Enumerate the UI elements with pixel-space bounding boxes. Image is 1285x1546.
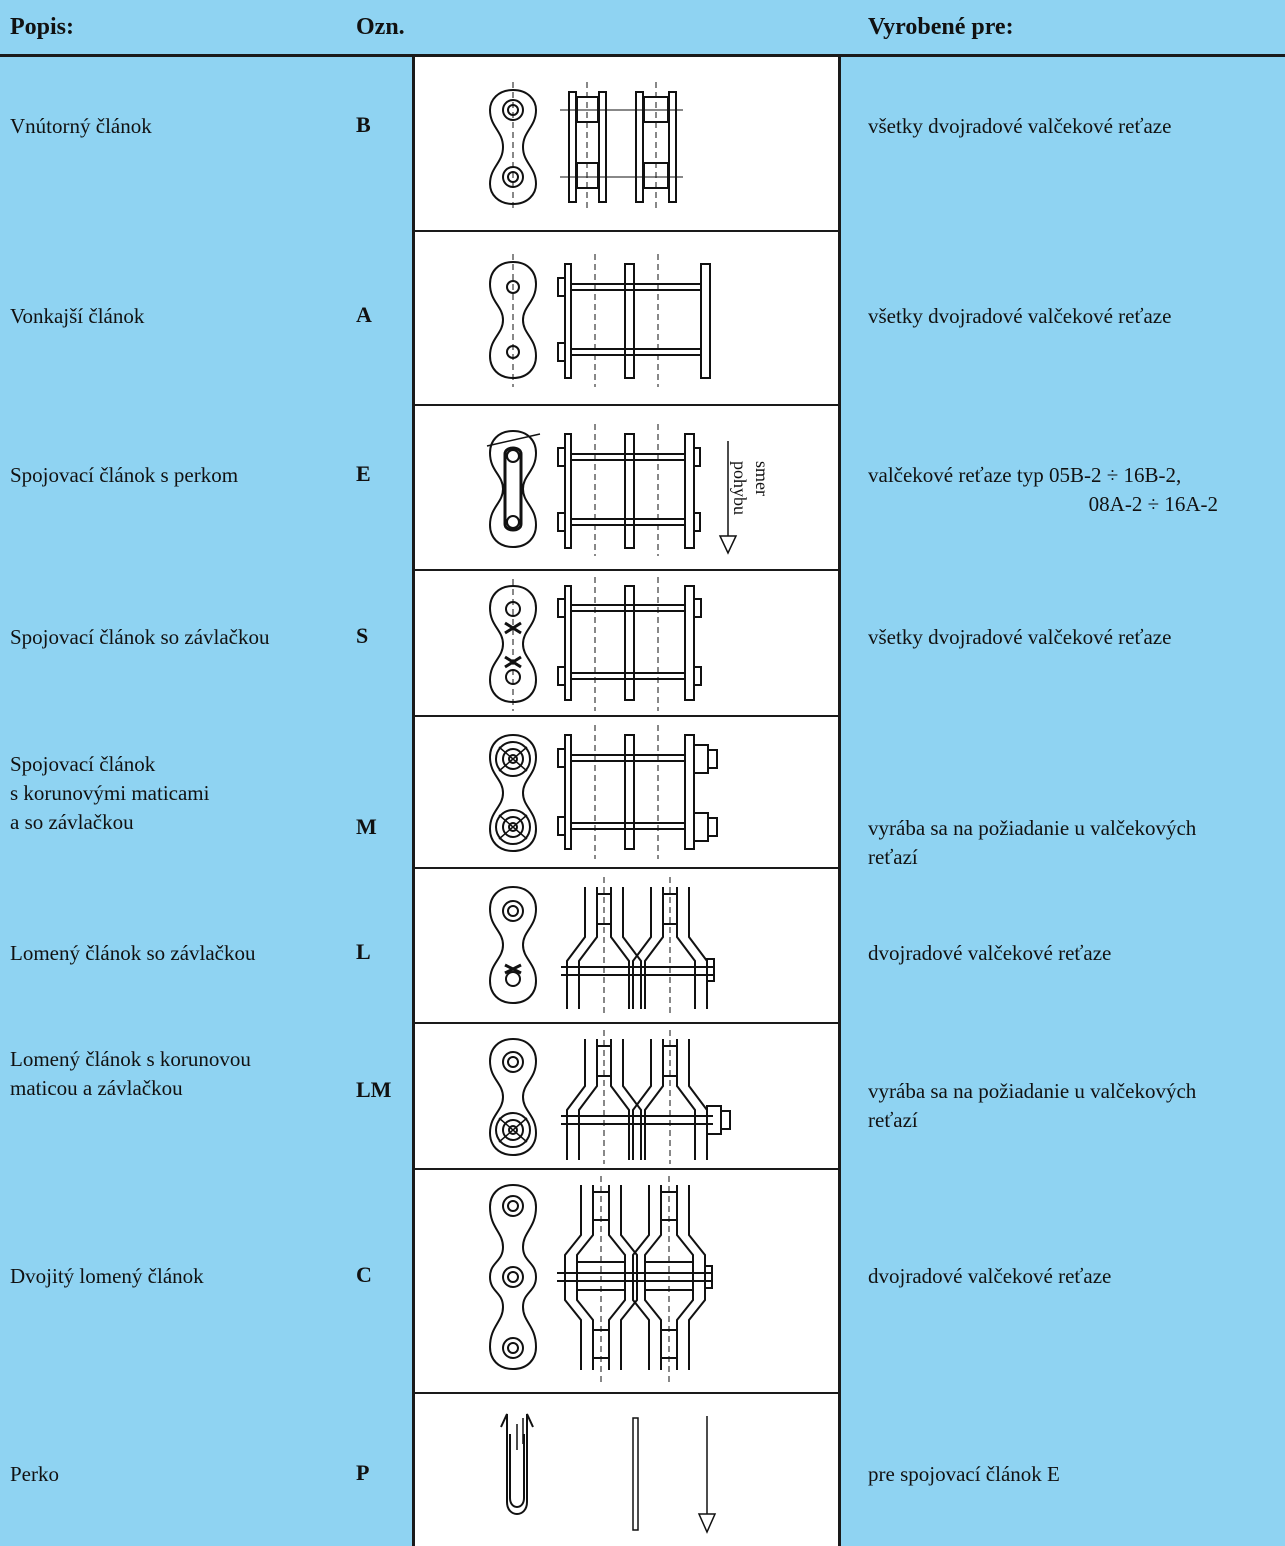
row-made-for: vyrába sa na požiadanie u valčekových reťazí: [868, 1079, 1197, 1132]
row-code: M: [356, 814, 377, 839]
row-description: Spojovací článok s perkom: [10, 463, 239, 487]
row-made-for: všetky dvojradové valčekové reťaze: [868, 114, 1172, 138]
link-drawing-offset: [415, 869, 838, 1022]
spring-clip-icon: [415, 1394, 838, 1546]
table-row: [0, 1024, 1285, 1168]
row-description: Vonkajší článok: [10, 304, 145, 328]
outer-link-icon: [415, 232, 838, 404]
direction-label: smer pohybu: [730, 461, 772, 515]
row-code: A: [356, 302, 372, 327]
row-made-for: všetky dvojradové valčekové reťaze: [868, 304, 1172, 328]
offset-link-icon: [415, 869, 838, 1022]
table-row: [0, 57, 1285, 230]
row-code: S: [356, 623, 369, 648]
row-description: Perko: [10, 1462, 59, 1486]
double-offset-link-icon: [415, 1170, 838, 1392]
row-made-for: dvojradové valčekové reťaze: [868, 941, 1112, 965]
row-code: LM: [356, 1077, 392, 1102]
inner-link-icon: [415, 57, 838, 230]
table-row: [0, 1170, 1285, 1392]
header-made-for: Vyrobené pre:: [868, 14, 1014, 40]
link-drawing-cotter-pin: [415, 571, 838, 715]
row-made-for: všetky dvojradové valčekové reťaze: [868, 625, 1172, 649]
spring-clip-drawing: [415, 1394, 838, 1546]
row-description: Spojovací článok s korunovými maticami a so závlačkou: [10, 752, 210, 834]
table-row: [0, 717, 1285, 867]
row-description: Dvojitý lomený článok: [10, 1264, 204, 1288]
row-code: L: [356, 939, 371, 964]
spring-clip-link-icon: [415, 406, 838, 569]
row-made-for: pre spojovací článok E: [868, 1462, 1060, 1486]
link-drawing-offset-castle-nut: [415, 1024, 838, 1168]
table-row: [0, 232, 1285, 404]
row-code: P: [356, 1460, 370, 1485]
row-description: Vnútorný článok: [10, 114, 152, 138]
table-header: [0, 0, 1285, 56]
header-code: Ozn.: [356, 14, 405, 40]
link-drawing-spring-clip: [415, 406, 838, 569]
table-row: [0, 869, 1285, 1022]
row-code: B: [356, 112, 371, 137]
table-row: [0, 571, 1285, 715]
cotter-pin-link-icon: [415, 571, 838, 715]
header-description: Popis:: [10, 14, 75, 40]
castle-nut-link-icon: [415, 717, 838, 867]
link-drawing-castle-nuts: [415, 717, 838, 867]
row-description: Lomený článok so závlačkou: [10, 941, 256, 965]
row-code: C: [356, 1262, 372, 1287]
row-description: Spojovací článok so závlačkou: [10, 625, 270, 649]
link-drawing-outer: [415, 232, 838, 404]
row-made-for: dvojradové valčekové reťaze: [868, 1264, 1112, 1288]
offset-castle-nut-link-icon: [415, 1024, 838, 1168]
link-drawing-inner: [415, 57, 838, 230]
row-code: E: [356, 461, 371, 486]
table-row: [0, 1394, 1285, 1546]
row-made-for: valčekové reťaze typ 05B-2 ÷ 16B-2, 08A-2 ÷ 16A-2: [868, 463, 1218, 516]
link-drawing-double-offset: [415, 1170, 838, 1392]
row-made-for: vyrába sa na požiadanie u valčekových reťazí: [868, 816, 1197, 869]
table-row: [0, 406, 1285, 569]
row-description: Lomený článok s korunovou maticou a závlačkou: [10, 1047, 251, 1100]
